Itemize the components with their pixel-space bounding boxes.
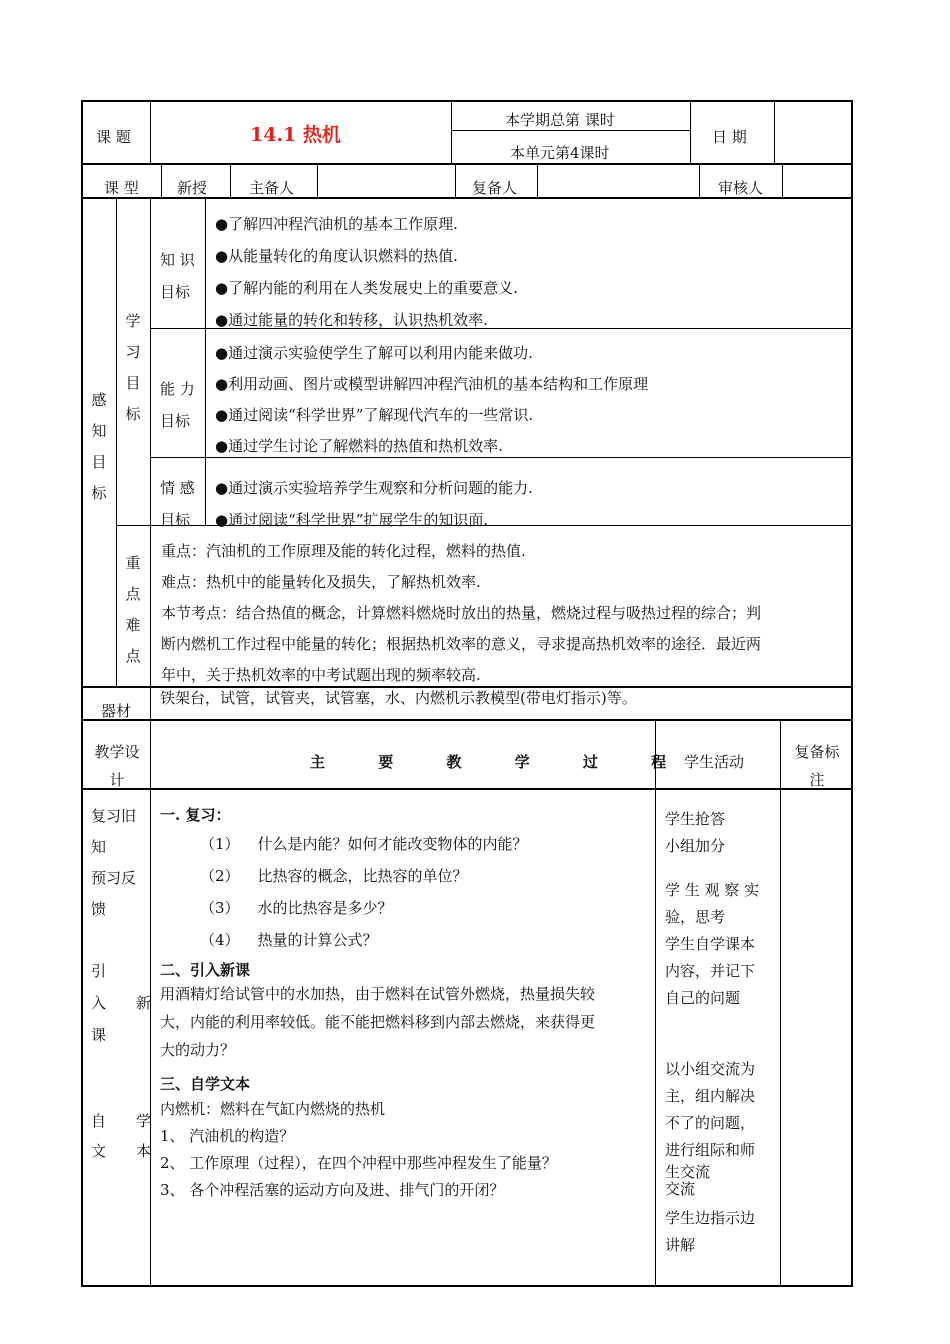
remark-label: 复备标 注	[794, 743, 840, 789]
list-item: ●通过阅读“科学世界”扩展学生的知识面.	[215, 511, 489, 529]
review-section-title: 一. 复习：	[160, 806, 231, 824]
design-label: 教学设 计	[94, 743, 140, 789]
main-process-label: 主 要 教 学 过 程	[310, 753, 691, 771]
intro-label: 引 入 新 课	[91, 962, 152, 1044]
equipment-value: 铁架台，试管，试管夹，试管塞，水、内燃机示教模型(带电灯指示)等。	[160, 689, 637, 707]
author-label: 主备人	[249, 179, 295, 197]
date-label: 日 期	[712, 128, 747, 146]
list-item: ●了解四冲程汽油机的基本工作原理.	[215, 215, 458, 233]
table-border-top	[81, 100, 853, 102]
grid-line	[150, 100, 151, 164]
self-study-label: 自 学 文 本	[91, 1112, 152, 1160]
knowledge-goal-list	[215, 208, 518, 336]
student-activity-list: 学生抢答 小组加分 学 生 观 察 实 验，思考 学生自学课本 内容，并记下 自己的问题 以小组交流为 主，组内解决 不了的问题， 进行组际和师 生交流 交流 学生边指示边 讲解	[665, 810, 760, 1254]
unit-lesson: 本单元第4课时	[510, 144, 610, 162]
list-item: ●利用动画、图片或模型讲解四冲程汽油机的基本结构和工作原理	[215, 375, 649, 393]
self-study-section-title: 三、自学文本	[160, 1075, 251, 1093]
grid-line	[116, 198, 117, 687]
grid-line	[150, 198, 151, 526]
grid-line	[451, 100, 452, 164]
self-study-section-text: 内燃机：燃料在气缸内燃烧的热机 1、 汽油机的构造？ 2、 工作原理（过程），在四个冲程中那些冲程发生了能量？ 3、 各个冲程活塞的运动方向及进、排气门的开闭？	[160, 1100, 557, 1199]
grid-line	[774, 100, 775, 164]
list-item: ●通过学生讨论了解燃料的热值和热机效率.	[215, 437, 503, 455]
grid-line	[161, 164, 162, 198]
list-item: ●通过阅读“科学世界”了解现代汽车的一些常识.	[215, 406, 534, 424]
list-item: ●通过演示实验培养学生观察和分析问题的能力.	[215, 479, 533, 497]
grid-line	[150, 525, 151, 687]
grid-line	[81, 163, 853, 165]
equipment-label: 器材	[101, 702, 132, 720]
ability-goal-list	[215, 338, 648, 462]
grid-line	[81, 197, 853, 199]
review-question: （3） 水的比热容是多少？	[200, 899, 393, 917]
grid-line	[455, 164, 456, 198]
list-item: ●通过演示实验使学生了解可以利用内能来做功.	[215, 344, 533, 362]
grid-line	[699, 164, 700, 198]
grid-line	[230, 164, 231, 198]
grid-line	[451, 130, 690, 131]
key-points-label: 重 点 难 点	[125, 554, 141, 665]
review-label: 复习旧 知 预习反 馈	[91, 807, 137, 918]
grid-line	[780, 720, 781, 1286]
review-question: （1） 什么是内能？如何才能改变物体的内能？	[200, 835, 528, 853]
intro-section-title: 二、引入新课	[160, 961, 251, 979]
list-item: ●了解内能的利用在人类发展史上的重要意义.	[215, 279, 518, 297]
key-points-text: 重点：汽油机的工作原理及能的转化过程，燃料的热值. 难点：热机中的能量转化及损失，了解热机效率. 本节考点：结合热值的概念，计算燃料燃烧时放出的热量，燃烧过程与吸热过程的综合；判 断内燃机工作过程中能量的转化；根据热机效率的意义，寻求提高热机效率的途径．最近两 年中，关于热机效率的中考试题出现的频率较高.	[161, 542, 762, 684]
student-activity-label: 学生活动	[684, 753, 745, 771]
grid-line	[81, 788, 853, 790]
intro-section-text: 用酒精灯给试管中的水加热，由于燃料在试管外燃烧，热量损失较 大，内能的利用率较低。能不能把燃料移到内部去燃烧，来获得更 大的动力？	[160, 985, 596, 1059]
knowledge-goal-label: 知 识 目标	[160, 251, 195, 301]
type-label: 课 型	[104, 179, 139, 197]
topic-label: 课 题	[96, 128, 131, 146]
table-border-bottom	[81, 1285, 853, 1287]
list-item: ●通过能量的转化和转移，认识热机效率.	[215, 311, 488, 329]
grid-line	[317, 164, 318, 198]
outer-goal-label: 感 知 目 标	[91, 391, 107, 502]
grid-line	[537, 164, 538, 198]
auditor-label: 审核人	[718, 179, 764, 197]
topic-title: 14.1 热机	[250, 124, 341, 146]
emotion-goal-label: 情 感 目标	[160, 479, 195, 529]
review-question: （4） 热量的计算公式？	[200, 931, 378, 949]
grid-line	[150, 687, 151, 720]
grid-line	[690, 100, 691, 164]
grid-line	[655, 720, 656, 1286]
emotion-goal-list	[215, 472, 533, 536]
review-question: （2） 比热容的概念，比热容的单位？	[200, 867, 468, 885]
grid-line	[205, 198, 206, 526]
table-border-right	[851, 100, 853, 1287]
semester-lesson: 本学期总第 课时	[505, 111, 615, 129]
ability-goal-label: 能 力 目标	[160, 380, 195, 430]
reviewer-label: 复备人	[472, 179, 518, 197]
learning-goal-label: 学 习 目 标	[125, 312, 141, 423]
list-item: ●从能量转化的角度认识燃料的热值.	[215, 247, 458, 265]
table-border-left	[81, 100, 83, 1287]
grid-line	[81, 719, 853, 721]
type-value: 新授	[177, 179, 208, 197]
grid-line	[782, 164, 783, 198]
